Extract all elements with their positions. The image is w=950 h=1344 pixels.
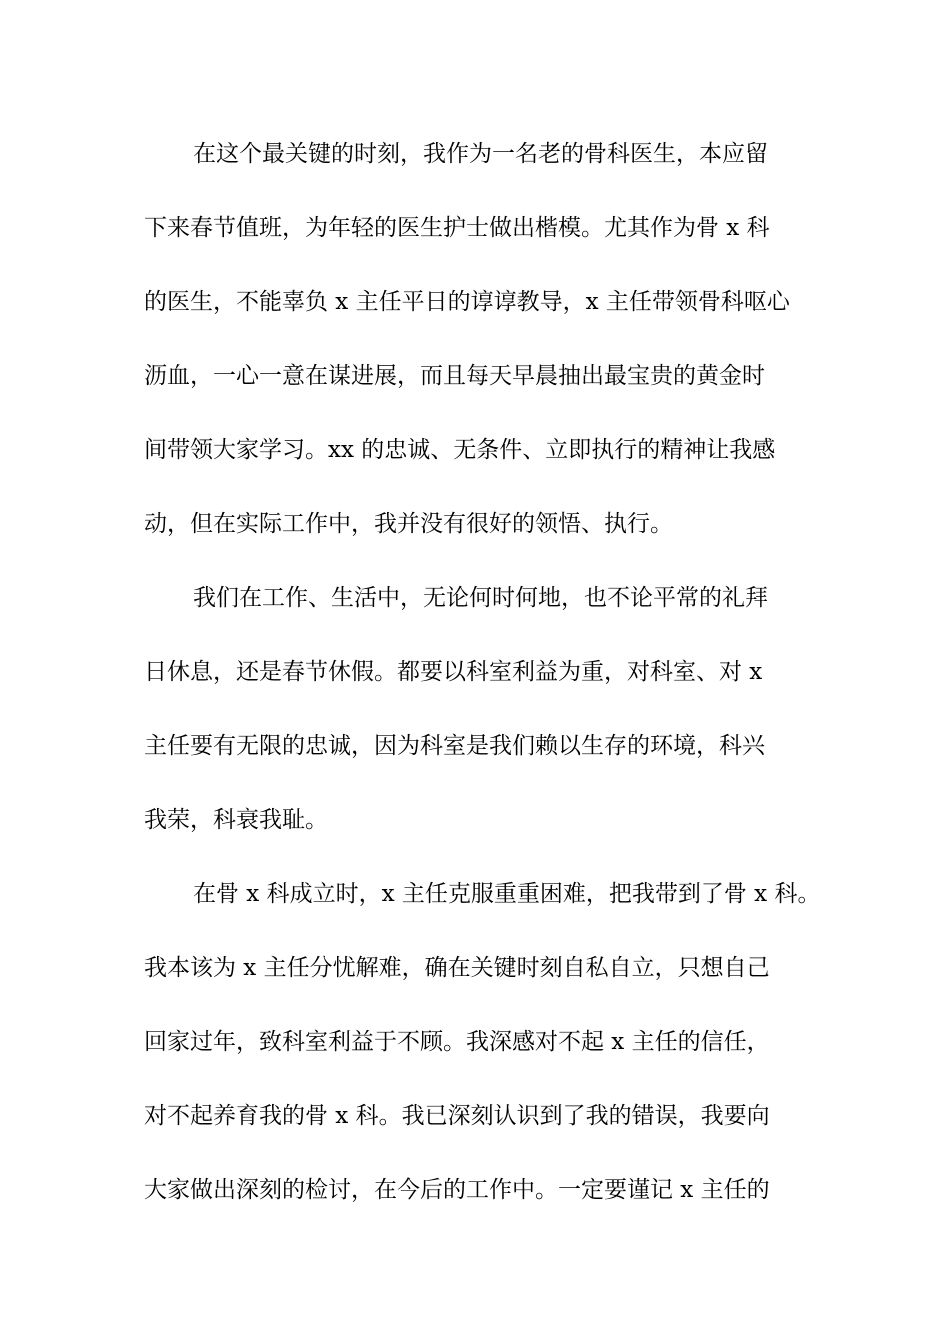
paragraph-2-line-2: 日休息，还是春节休假。都要以科室利益为重，对科室、对 x [144, 659, 763, 685]
paragraph-1-line-2: 下来春节值班，为年轻的医生护士做出楷模。尤其作为骨 x 科 [144, 215, 770, 241]
paragraph-3-line-5: 大家做出深刻的检讨，在今后的工作中。一定要谨记 x 主任的 [144, 1177, 770, 1203]
paragraph-1-line-4: 沥血，一心一意在谋进展，而且每天早晨抽出最宝贵的黄金时 [144, 363, 765, 389]
paragraph-3-line-1: 在骨 x 科成立时，x 主任克服重重困难，把我带到了骨 x 科。 [193, 881, 821, 907]
paragraph-2-line-4: 我荣，科衰我耻。 [144, 807, 328, 833]
paragraph-1-line-6: 动，但在实际工作中，我并没有很好的领悟、执行。 [144, 511, 673, 537]
paragraph-2-line-3: 主任要有无限的忠诚，因为科室是我们赖以生存的环境，科兴 [144, 733, 765, 759]
paragraph-3-line-3: 回家过年，致科室利益于不顾。我深感对不起 x 主任的信任， [144, 1029, 770, 1055]
paragraph-3-line-4: 对不起养育我的骨 x 科。我已深刻认识到了我的错误，我要向 [144, 1103, 770, 1129]
paragraph-2-line-1: 我们在工作、生活中，无论何时何地，也不论平常的礼拜 [193, 585, 768, 611]
paragraph-3-line-2: 我本该为 x 主任分忧解难，确在关键时刻自私自立，只想自己 [144, 955, 770, 981]
paragraph-1-line-1: 在这个最关键的时刻，我作为一名老的骨科医生，本应留 [193, 141, 768, 167]
paragraph-1-line-3: 的医生，不能辜负 x 主任平日的谆谆教导，x 主任带领骨科呕心 [144, 289, 790, 315]
paragraph-1-line-5: 间带领大家学习。xx 的忠诚、无条件、立即执行的精神让我感 [144, 437, 776, 463]
